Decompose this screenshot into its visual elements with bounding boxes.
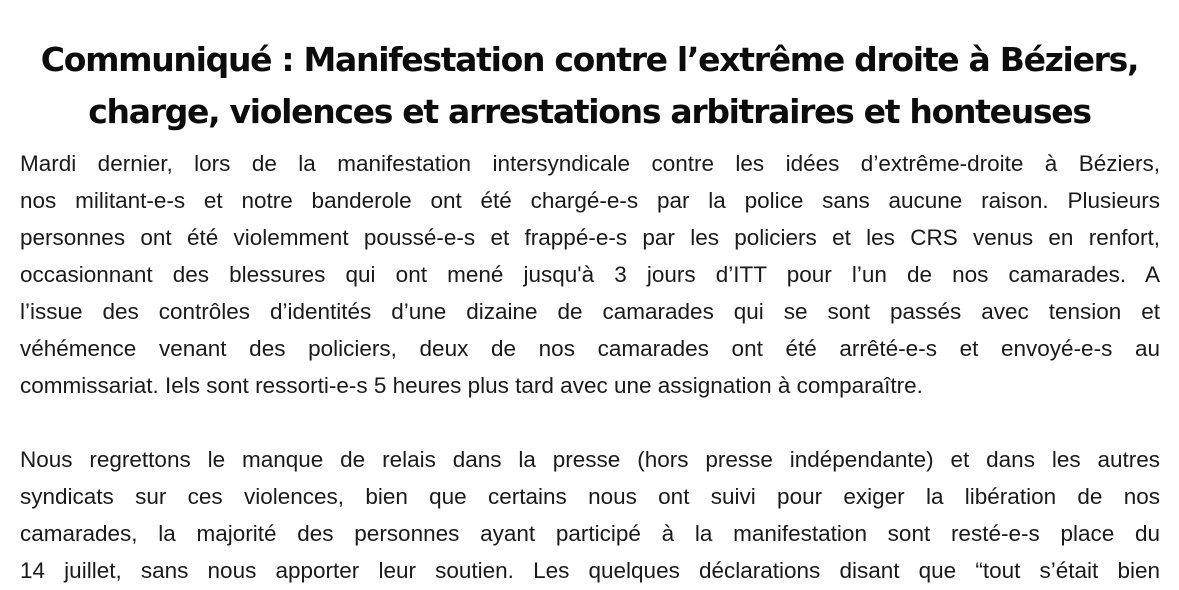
paragraph-line: l’issue des contrôles d’identités d’une dizaine de camarades qui se sont passés avec tension et — [20, 299, 1160, 324]
title-line: Communiqué : Manifestation contre l’extrême droite à Béziers, — [40, 40, 1139, 79]
paragraph-line: Nous regrettons le manque de relais dans la presse (hors presse indépendante) et dans les autres — [20, 447, 1160, 472]
paragraph-line: personnes ont été violemment poussé-e-s et frappé-e-s par les policiers et les CRS venus en renfort, — [20, 225, 1160, 250]
paragraph-line: commissariat. Iels sont ressorti-e-s 5 heures plus tard avec une assignation à comparaître. — [20, 373, 923, 398]
paragraph-line: occasionnant des blessures qui ont mené jusqu'à 3 jours d’ITT pour l’un de nos camarades. A — [20, 262, 1160, 287]
paragraph-line: Mardi dernier, lors de la manifestation intersyndicale contre les idées d’extrême-droite à Béziers, — [20, 151, 1160, 176]
document-title — [0, 34, 1179, 138]
paragraph-line: 14 juillet, sans nous apporter leur soutien. Les quelques déclarations disant que “tout s’était bien — [20, 558, 1160, 583]
title-line: charge, violences et arrestations arbitraires et honteuses — [88, 92, 1091, 131]
paragraph-line: nos militant-e-s et notre banderole ont été chargé-e-s par la police sans aucune raison. Plusieurs — [20, 188, 1160, 213]
paragraph-line: camarades, la majorité des personnes ayant participé à la manifestation sont resté-e-s place du — [20, 521, 1160, 546]
paragraph-line: syndicats sur ces violences, bien que certains nous ont suivi pour exiger la libération de nos — [20, 484, 1160, 509]
paragraph-line: véhémence venant des policiers, deux de nos camarades ont été arrêté-e-s et envoyé-e-s au — [20, 336, 1160, 361]
